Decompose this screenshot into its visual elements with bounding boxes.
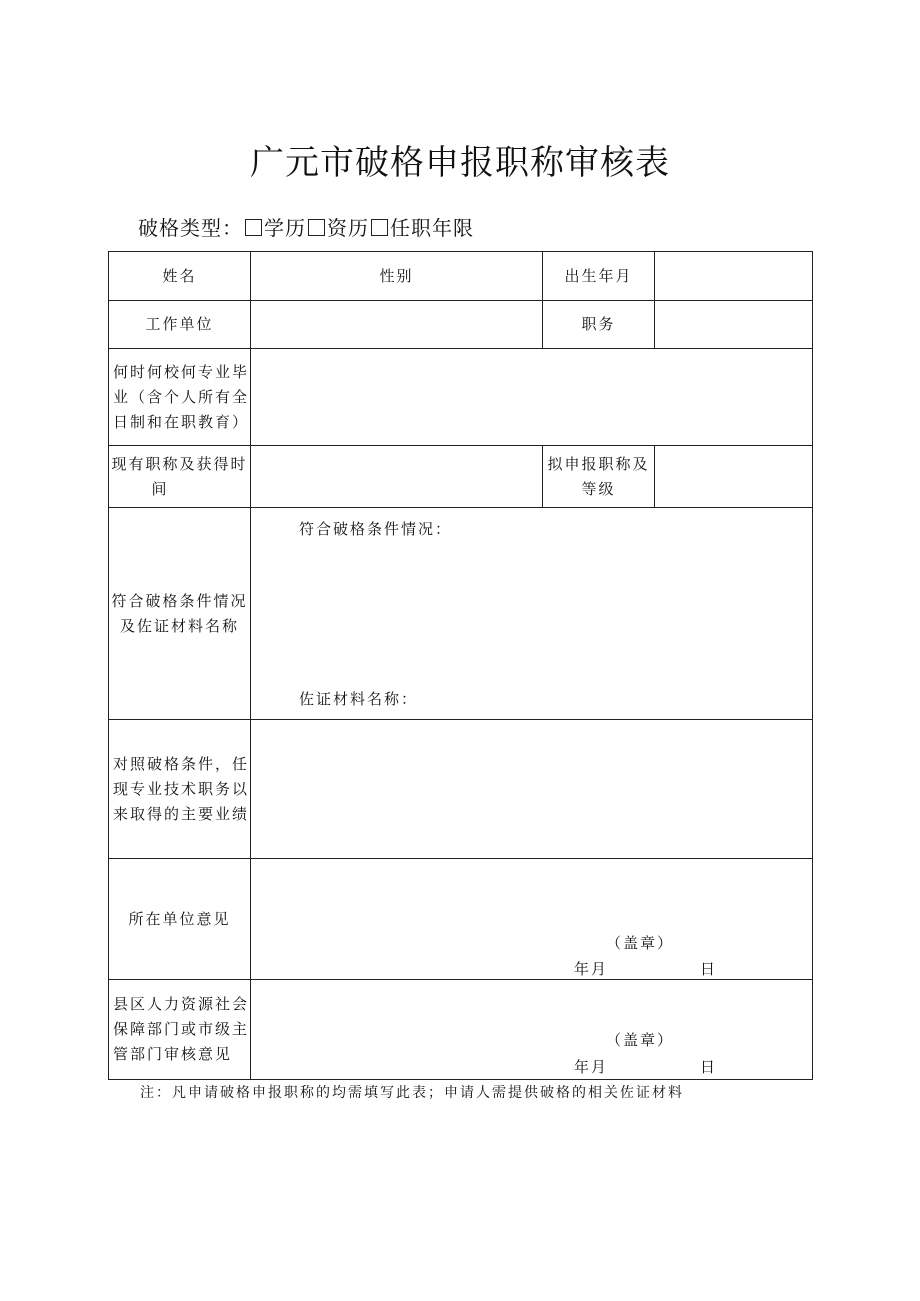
current-title-label-line: 间 [151,479,169,498]
proposed-title-label-line: 拟申报职称及 [547,454,650,473]
unit-year-month: 年月 [574,960,609,978]
conditions-label [109,508,250,719]
conditions-label-line: 及佐证材料名称 [119,616,239,635]
county-opinion-label-line: 管部门审核意见 [113,1045,233,1063]
current-title-label [109,446,250,507]
position-field[interactable] [655,301,812,348]
graduation-label [113,349,250,445]
county-year-month: 年月 [574,1058,609,1076]
break-type-label: 破格类型： [138,216,243,240]
achievements-field[interactable] [251,720,812,858]
achievements-label-line: 来取得的主要业绩 [113,804,250,823]
evidence-prompt: 佐证材料名称： [299,690,419,708]
proposed-title-label [543,446,654,507]
county-seal-text: （盖章） [606,1031,675,1049]
achievements-label [113,720,250,858]
achievements-label-line: 现专业技术职务以 [113,779,250,798]
graduation-field[interactable] [251,349,812,445]
review-form-table [108,251,813,1080]
checkbox-seniority[interactable] [308,219,325,236]
county-day: 日 [700,1058,718,1076]
checkbox-tenure[interactable] [371,219,388,236]
proposed-title-label-line: 等级 [581,479,616,498]
conditions-label-line: 符合破格条件情况 [111,591,248,610]
graduation-label-line: 何时何校何专业毕 [113,362,250,381]
unit-seal-text: （盖章） [606,934,675,952]
break-type-option-tenure: 任职年限 [390,216,474,240]
graduation-label-line: 业（含个人所有全 [113,387,250,406]
birth-label: 出生年月 [564,266,633,285]
achievements-label-line: 对照破格条件，任 [113,754,250,773]
break-type-option-education: 学历 [264,216,306,240]
checkbox-education[interactable] [245,219,262,236]
break-type-line [138,212,474,241]
work-unit-label: 工作单位 [145,315,214,333]
proposed-title-field[interactable] [655,446,812,507]
current-title-label-line: 现有职称及获得时 [111,454,248,473]
county-opinion-label-line: 县区人力资源社会 [113,995,250,1013]
unit-day: 日 [700,960,718,978]
work-unit-field[interactable] [251,301,542,348]
county-opinion-label-line: 保障部门或市级主 [113,1020,250,1038]
unit-opinion-label: 所在单位意见 [128,909,231,928]
form-title: 广元市破格申报职称审核表 [250,143,670,183]
conditions-prompt: 符合破格条件情况： [299,520,453,538]
birth-field[interactable] [655,252,812,300]
footnote: 注：凡申请破格申报职称的均需填写此表；申请人需提供破格的相关佐证材料 [140,1085,684,1101]
name-label: 姓名 [162,266,197,285]
break-type-option-seniority: 资历 [327,216,369,240]
gender-label: 性别 [379,266,414,285]
current-title-field[interactable] [251,446,542,507]
position-label: 职务 [581,315,616,333]
county-opinion-label [113,980,250,1079]
graduation-label-line: 日制和在职教育） [113,412,250,431]
